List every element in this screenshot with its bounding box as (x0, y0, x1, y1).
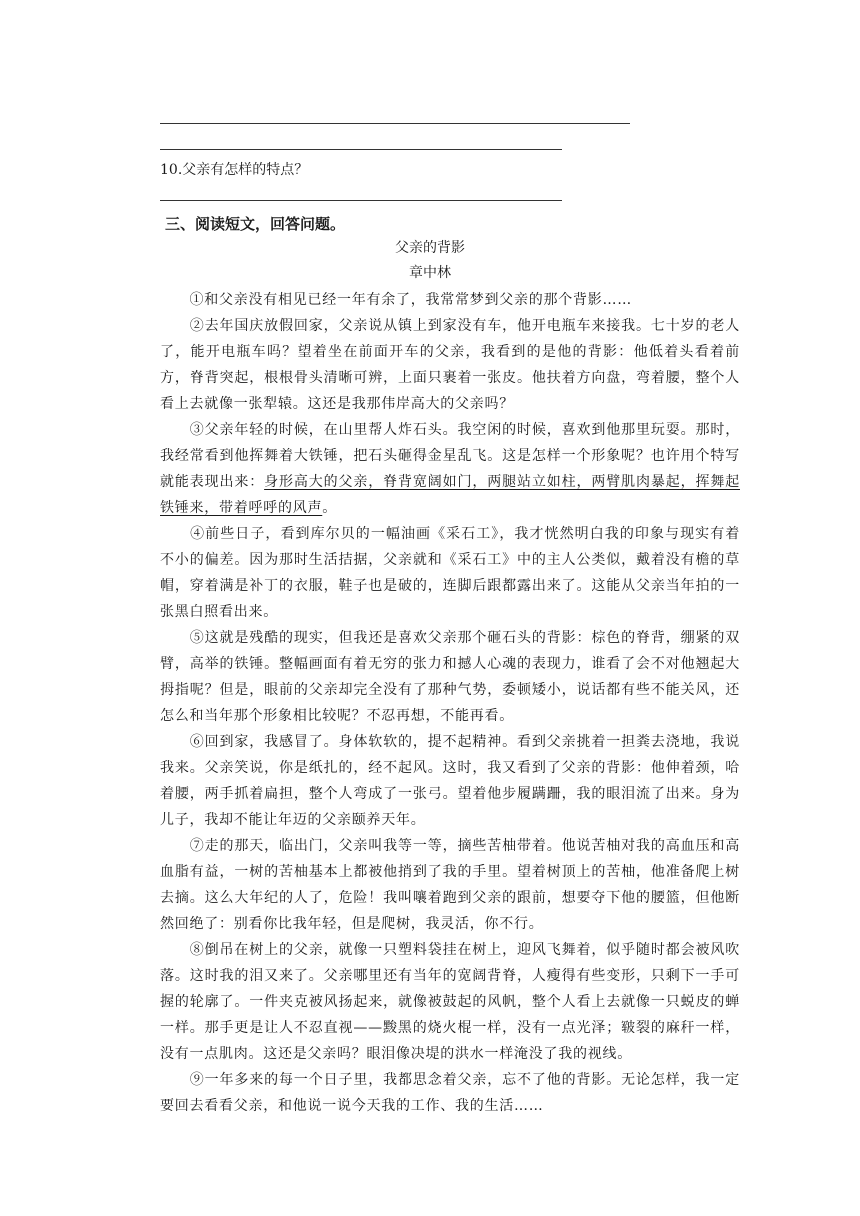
paragraph-5: ⑤这就是残酷的现实，但我还是喜欢父亲那个砸石头的背影：棕色的脊背，绷紧的双臂，高举的铁锤。整幅画面有着无穷的张力和撼人心魂的表现力，谁看了会不对他翘起大拇指呢？但是，眼前的父亲却完全没有了那种气势，委顿矮小，说话都有些不能关风，还怎么和当年那个形象相比较呢？不忍再想，不能再看。 (160, 630, 740, 724)
answer-line (160, 149, 562, 150)
paragraph-3-tail: 。 (322, 500, 337, 516)
paragraph-8: ⑧倒吊在树上的父亲，就像一只塑料袋挂在树上，迎风飞舞着，似乎随时都会被风吹落。这时我的泪又来了。父亲哪里还有当年的宽阔背脊，人瘦得有些变形，只剩下一手可握的轮廓了。一件夹克被风扬起来，就像被鼓起的风帆，整个人看上去就像一只蜕皮的蝉一样。那手更是让人不忍直视——黢黑的烧火棍一样，没有一点光泽；皲裂的麻秆一样，没有一点肌肉。这还是父亲吗？眼泪像决堤的洪水一样淹没了我的视线。 (160, 942, 740, 1062)
paragraph-4: ④前些日子，看到库尔贝的一幅油画《采石工》，我才恍然明白我的印象与现实有着不小的偏差。因为那时生活拮据，父亲就和《采石工》中的主人公类似，戴着没有檐的草帽，穿着满是补丁的衣服，鞋子也是破的，连脚后跟都露出来了。这能从父亲当年拍的一张黑白照看出来。 (160, 526, 740, 620)
paragraph-9: ⑨一年多来的每一个日子里，我都思念着父亲，忘不了他的背影。无论怎样，我一定要回去看看父亲，和他说一说今天我的工作、我的生活…… (160, 1072, 740, 1114)
section-heading: 三、阅读短文，回答问题。 (165, 215, 346, 233)
paragraph-2: ②去年国庆放假回家，父亲说从镇上到家没有车，他开电瓶车来接我。七十岁的老人了，能开电瓶车吗？望着坐在前面开车的父亲，我看到的是他的背影：他低着头看着前方，脊背突起，根根骨头清晰可辨，上面只裹着一张皮。他扶着方向盘，弯着腰，整个人看上去就像一张犁辕。这还是我那伟岸高大的父亲吗？ (160, 318, 740, 412)
paragraph-1: ①和父亲没有相见已经一年有余了，我常常梦到父亲的那个背影…… (160, 292, 632, 308)
paragraph-3-text: ③父亲年轻的时候，在山里帮人炸石头。我空闲的时候，喜欢到他那里玩耍。那时，我经常看到他挥舞着大铁锤，把石头砸得金星乱飞。这是怎样一个形象呢？也许用个特写就能表现出来： (160, 422, 740, 490)
paragraph-3 (160, 417, 740, 521)
underlined-sentence: 身形高大的父亲，脊背宽阔如门，两腿站立如柱，两臂肌肉暴起，挥舞起铁锤来，带着呼呼的风声 (160, 474, 740, 516)
paragraph-6: ⑥回到家，我感冒了。身体软软的，提不起精神。看到父亲挑着一担粪去浇地，我说我来。父亲笑说，你是纸扎的，经不起风。这时，我又看到了父亲的背影：他伸着颈，哈着腰，两手抓着扁担，整个人弯成了一张弓。望着他步履蹒跚，我的眼泪流了出来。身为儿子，我却不能让年迈的父亲颐养天年。 (160, 734, 740, 828)
answer-line (160, 123, 630, 124)
article-title: 父亲的背影 (395, 240, 465, 256)
paragraph-7: ⑦走的那天，临出门，父亲叫我等一等，摘些苦柚带着。他说苦柚对我的高血压和高血脂有益，一树的苦柚基本上都被他捎到了我的手里。望着树顶上的苦柚，他准备爬上树去摘。这么大年纪的人了，危险！我叫嚷着跑到父亲的跟前，想要夺下他的腰篮，但他断然回绝了：别看你比我年轻，但是爬树，我灵活，你不行。 (160, 838, 740, 932)
article-author: 章中林 (409, 265, 451, 281)
article-body (160, 287, 740, 1119)
answer-line (160, 200, 562, 201)
question-10: 10.父亲有怎样的特点？ (160, 162, 309, 178)
